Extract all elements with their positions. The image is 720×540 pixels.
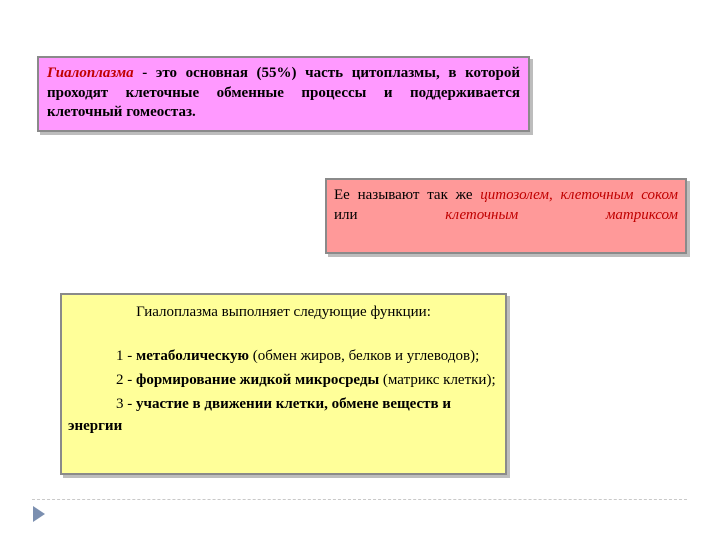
synonyms-box bbox=[325, 178, 687, 254]
function-title: метаболическую bbox=[136, 348, 249, 364]
functions-box bbox=[60, 293, 507, 475]
function-detail: (матрикс клетки); bbox=[379, 372, 496, 388]
function-number: 1 - bbox=[116, 348, 136, 364]
function-title: формирование жидкой микросреды bbox=[136, 372, 380, 388]
synonym-cytosol: цитозолем, bbox=[480, 187, 553, 203]
synonym-cell-matrix: клеточным матриксом bbox=[445, 207, 678, 223]
function-item bbox=[68, 393, 499, 437]
function-title: участие в движении клетки, обмене веществ и энергии bbox=[68, 396, 452, 434]
definition-box bbox=[37, 56, 530, 132]
triangle-bullet-icon bbox=[33, 506, 45, 522]
function-item bbox=[68, 345, 499, 367]
synonym-cell-sap: клеточным соком bbox=[560, 187, 678, 203]
function-number: 2 - bbox=[116, 372, 136, 388]
term-hyaloplasm: Гиалоплазма bbox=[47, 65, 134, 81]
function-item bbox=[68, 369, 499, 391]
slide-divider bbox=[32, 499, 687, 500]
function-detail: (обмен жиров, белков и углеводов); bbox=[248, 348, 480, 364]
definition-text: - это основная (55%) часть цитоплазмы, в которой проходят клеточные обменные процессы и поддерживается клеточный гомеостаз. bbox=[47, 65, 520, 120]
synonyms-or: или bbox=[334, 207, 446, 223]
synonyms-lead: Ее называют так же bbox=[334, 187, 481, 203]
functions-heading: Гиалоплазма выполняет следующие функции: bbox=[136, 304, 431, 320]
function-number: 3 - bbox=[116, 396, 136, 412]
